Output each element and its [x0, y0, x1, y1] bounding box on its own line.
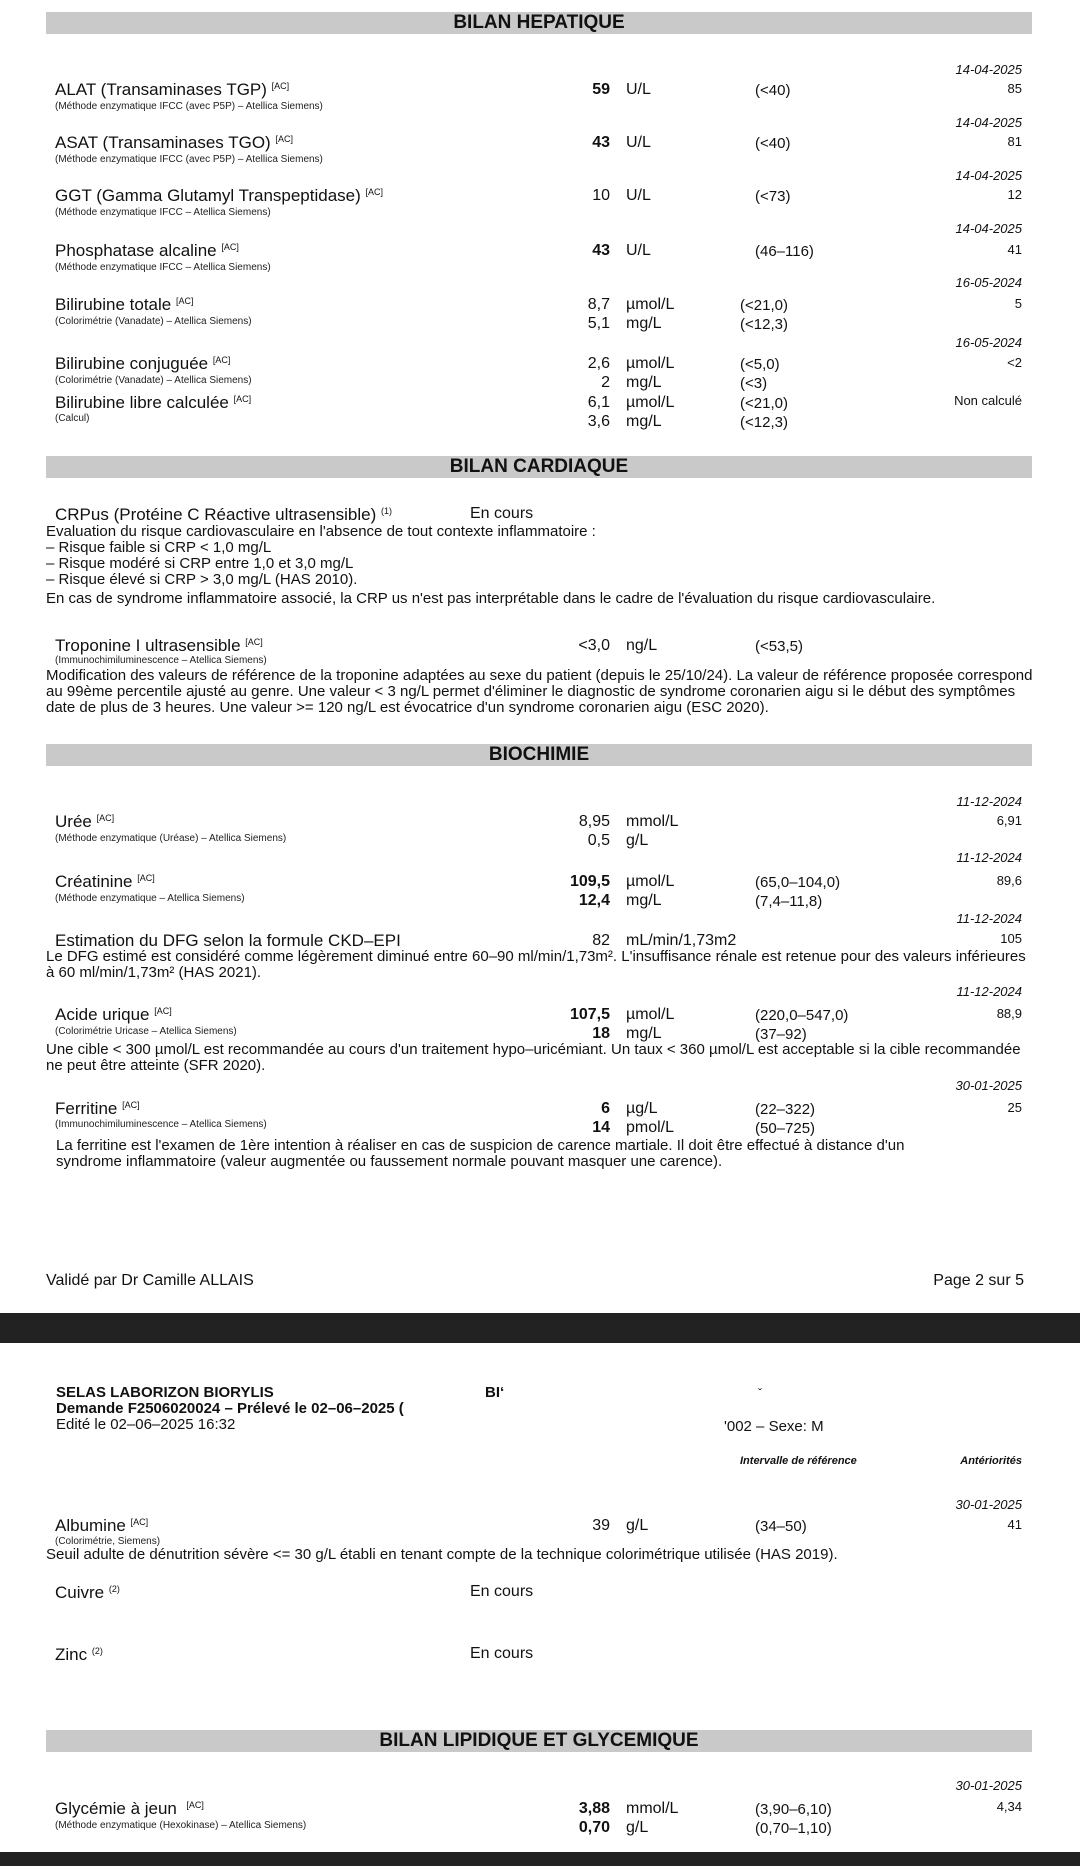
previous-value-ggt: 12: [1007, 187, 1022, 202]
unit-bilirubine-totale: µmol/L: [626, 296, 675, 313]
column-header-anteriorites: Antériorités: [960, 1455, 1022, 1467]
unit2-acide-urique: mg/L: [626, 1025, 662, 1042]
crp-note-line: – Risque faible si CRP < 1,0 mg/L: [46, 539, 272, 556]
previous-value-alat: 85: [1007, 81, 1022, 96]
method-creatinine: (Méthode enzymatique – Atellica Siemens): [55, 893, 245, 904]
demande-line: Demande F2506020024 – Prélevé le 02–06–2025 (: [56, 1400, 404, 1417]
crp-note-line: – Risque modéré si CRP entre 1,0 et 3,0 mg/L: [46, 555, 354, 572]
previous-value-acide-urique: 88,9: [996, 1006, 1022, 1021]
previous-date: 11-12-2024: [956, 850, 1022, 865]
test-name-pal: Phosphatase alcaline [AC]: [55, 241, 239, 260]
unit-dfg: mL/min/1,73m2: [626, 932, 737, 949]
unit2-uree: g/L: [626, 832, 649, 849]
value-acide-urique: 107,5: [569, 1006, 610, 1023]
test-name-albumine: Albumine [AC]: [55, 1516, 149, 1535]
unit-acide-urique: µmol/L: [626, 1006, 675, 1023]
page-number: Page 2 sur 5: [933, 1272, 1024, 1289]
method-alat: (Méthode enzymatique IFCC (avec P5P) – Atellica Siemens): [55, 101, 323, 112]
value-asat: 43: [592, 134, 610, 151]
value-creatinine: 109,5: [569, 873, 610, 890]
unit2-bilirubine-libre: mg/L: [626, 413, 662, 430]
test-name-cuivre: Cuivre $^{(2)}$: [55, 1583, 120, 1602]
page-separator: [0, 1313, 1080, 1343]
unit-creatinine: µmol/L: [626, 873, 675, 890]
method-bilirubine-libre: (Calcul): [55, 413, 90, 424]
test-name-asat: ASAT (Transaminases TGO) [AC]: [55, 133, 293, 152]
test-name-ferritine: Ferritine [AC]: [55, 1099, 140, 1118]
crp-note-line: – Risque élevé si CRP > 3,0 mg/L (HAS 2010).: [46, 571, 358, 588]
previous-date: 11-12-2024: [956, 984, 1022, 999]
column-header-ref: Intervalle de référence: [740, 1455, 857, 1467]
unit-troponine: ng/L: [626, 637, 658, 654]
unit-pal: U/L: [626, 242, 651, 259]
unit2-bilirubine-totale: mg/L: [626, 315, 662, 332]
ref-bilirubine-conjuguee: (<5,0): [740, 356, 780, 373]
patient-sexe: '002 – Sexe: M: [724, 1418, 824, 1435]
section-header-lipidique: BILAN LIPIDIQUE ET GLYCEMIQUE: [46, 1730, 1032, 1752]
value-bilirubine-libre: 6,1: [587, 394, 610, 411]
value2-bilirubine-libre: 3,6: [587, 413, 610, 430]
test-name-bilirubine-libre: Bilirubine libre calculée [AC]: [55, 393, 252, 412]
ref2-glycemie: (0,70–1,10): [755, 1820, 832, 1837]
section-header-cardiaque: BILAN CARDIAQUE: [46, 456, 1032, 478]
method-uree: (Méthode enzymatique (Uréase) – Atellica Siemens): [55, 833, 287, 844]
previous-date: 30-01-2025: [955, 1497, 1022, 1512]
previous-date: 16-05-2024: [955, 275, 1022, 290]
method-ggt: (Méthode enzymatique IFCC – Atellica Siemens): [55, 207, 271, 218]
section-header-hepatique: BILAN HEPATIQUE: [46, 12, 1032, 34]
previous-date: 11-12-2024: [956, 794, 1022, 809]
ref-ferritine: (22–322): [755, 1101, 816, 1118]
ref-troponine: (<53,5): [755, 638, 803, 655]
edite-line: Edité le 02–06–2025 16:32: [56, 1416, 236, 1433]
unit-glycemie: mmol/L: [626, 1800, 679, 1817]
value-glycemie: 3,88: [578, 1800, 610, 1817]
unit-asat: U/L: [626, 134, 651, 151]
previous-date: 30-01-2025: [955, 1778, 1022, 1793]
lab-name-fragment: BI‘: [485, 1384, 505, 1401]
previous-date: 30-01-2025: [955, 1078, 1022, 1093]
test-name-dfg: Estimation du DFG selon la formule CKD–EPI: [55, 931, 401, 950]
ref2-ferritine: (50–725): [755, 1120, 816, 1137]
value-bilirubine-conjuguee: 2,6: [587, 355, 610, 372]
ref-albumine: (34–50): [755, 1518, 807, 1535]
ref2-creatinine: (7,4–11,8): [755, 893, 823, 910]
crp-note-line: Evaluation du risque cardiovasculaire en l'absence de tout contexte inflammatoire :: [46, 523, 596, 540]
unit-ggt: U/L: [626, 187, 651, 204]
ref-pal: (46–116): [755, 243, 814, 260]
value2-uree: 0,5: [587, 832, 610, 849]
test-name-bilirubine-totale: Bilirubine totale [AC]: [55, 295, 194, 314]
unit-bilirubine-libre: µmol/L: [626, 394, 675, 411]
test-name-alat: ALAT (Transaminases TGP) [AC]: [55, 80, 290, 99]
test-name-ggt: GGT (Gamma Glutamyl Transpeptidase) [AC]: [55, 186, 384, 205]
ref-asat: (<40): [755, 135, 791, 152]
unit-albumine: g/L: [626, 1517, 649, 1534]
method-bilirubine-totale: (Colorimétrie (Vanadate) – Atellica Siemens): [55, 316, 252, 327]
test-name-creatinine: Créatinine [AC]: [55, 872, 155, 891]
previous-value-bilirubine-libre: Non calculé: [954, 393, 1022, 408]
value-zinc: En cours: [470, 1645, 534, 1662]
value2-bilirubine-conjuguee: 2: [601, 374, 610, 391]
dfg-note: Le DFG estimé est considéré comme légèrement diminué entre 60–90 ml/min/1,73m². L'insuffisance rénale est retenue pour des valeurs inférieures à 60 ml/min/1,73m² (HAS 2021).: [46, 948, 1026, 981]
ref2-acide-urique: (37–92): [755, 1026, 807, 1043]
value2-creatinine: 12,4: [578, 892, 610, 909]
ref-bilirubine-totale: (<21,0): [740, 297, 788, 314]
previous-date: 11-12-2024: [956, 911, 1022, 926]
previous-date: 14-04-2025: [955, 62, 1022, 77]
ref-alat: (<40): [755, 82, 791, 99]
previous-value-glycemie: 4,34: [996, 1799, 1022, 1814]
previous-date: 14-04-2025: [955, 168, 1022, 183]
test-name-bilirubine-conjuguee: Bilirubine conjuguée [AC]: [55, 354, 231, 373]
value2-acide-urique: 18: [592, 1025, 610, 1042]
unit-alat: U/L: [626, 81, 651, 98]
ferritine-note: La ferritine est l'examen de 1ère intention à réaliser en cas de suspicion de carence martiale. Il doit être effectué à distance d'un syndrome inflammatoire (valeur augmentée ou faussement normale pouvant masquer une carence).: [56, 1137, 905, 1170]
test-name-crpus: CRPus (Protéine C Réactive ultrasensible) $^{(1)}$: [55, 505, 392, 524]
previous-value-albumine: 41: [1007, 1517, 1022, 1532]
unit-bilirubine-conjuguee: µmol/L: [626, 355, 675, 372]
previous-value-ferritine: 25: [1007, 1100, 1022, 1115]
ref2-bilirubine-libre: (<12,3): [740, 414, 788, 431]
unit-uree: mmol/L: [626, 813, 679, 830]
value-uree: 8,95: [578, 813, 610, 830]
section-header-biochimie: BIOCHIMIE: [46, 744, 1032, 766]
ref-acide-urique: (220,0–547,0): [755, 1007, 849, 1024]
previous-value-asat: 81: [1007, 134, 1022, 149]
bottom-band: [0, 1852, 1080, 1866]
previous-value-creatinine: 89,6: [996, 873, 1022, 888]
crp-note-line: En cas de syndrome inflammatoire associé, la CRP us n'est pas interprétable dans le cadre de l'évaluation du risque cardiovasculaire.: [46, 590, 936, 607]
ref-bilirubine-libre: (<21,0): [740, 395, 788, 412]
previous-value-uree: 6,91: [996, 813, 1022, 828]
value-ferritine: 6: [601, 1100, 610, 1117]
previous-value-bilirubine-conjuguee: <2: [1007, 355, 1022, 370]
acide-urique-note: Une cible < 300 µmol/L est recommandée au cours d'un traitement hypo–uricémiant. Un taux < 360 µmol/L est acceptable si la cible recommandée ne peut être atteinte (SFR 2020).: [46, 1041, 1021, 1074]
ref-creatinine: (65,0–104,0): [755, 874, 841, 891]
value-bilirubine-totale: 8,7: [587, 296, 610, 313]
unit-ferritine: µg/L: [626, 1100, 658, 1117]
method-acide-urique: (Colorimétrie Uricase – Atellica Siemens): [55, 1026, 237, 1037]
value-pal: 43: [592, 242, 610, 259]
test-name-zinc: Zinc $^{(2)}$: [55, 1645, 103, 1664]
lab-name: SELAS LABORIZON BIORYLIS: [56, 1384, 274, 1401]
previous-value-pal: 41: [1007, 242, 1022, 257]
method-ferritine: (Immunochimiluminescence – Atellica Siemens): [55, 1119, 267, 1130]
value-alat: 59: [592, 81, 610, 98]
test-name-troponine: Troponine I ultrasensible [AC]: [55, 636, 263, 655]
value-troponine: <3,0: [578, 637, 610, 654]
method-albumine: (Colorimétrie, Siemens): [55, 1536, 161, 1547]
method-glycemie: (Méthode enzymatique (Hexokinase) – Atellica Siemens): [55, 1820, 307, 1831]
value-cuivre: En cours: [470, 1583, 534, 1600]
method-bilirubine-conjuguee: (Colorimétrie (Vanadate) – Atellica Siemens): [55, 375, 252, 386]
previous-value-bilirubine-totale: 5: [1014, 296, 1022, 311]
validated-by: Validé par Dr Camille ALLAIS: [46, 1272, 254, 1289]
unit2-ferritine: pmol/L: [626, 1119, 675, 1136]
ref2-bilirubine-conjuguee: (<3): [740, 375, 768, 392]
value-crpus: En cours: [470, 505, 534, 522]
previous-value-dfg: 105: [1000, 931, 1022, 946]
previous-date: 14-04-2025: [955, 221, 1022, 236]
value2-bilirubine-totale: 5,1: [587, 315, 610, 332]
method-pal: (Méthode enzymatique IFCC – Atellica Siemens): [55, 262, 271, 273]
previous-date: 16-05-2024: [955, 335, 1022, 350]
test-name-acide-urique: Acide urique [AC]: [55, 1005, 172, 1024]
ref-glycemie: (3,90–6,10): [755, 1801, 832, 1818]
unit2-bilirubine-conjuguee: mg/L: [626, 374, 662, 391]
ref-ggt: (<73): [755, 188, 791, 205]
unit2-creatinine: mg/L: [626, 892, 662, 909]
test-name-uree: Urée [AC]: [55, 812, 115, 831]
method-asat: (Méthode enzymatique IFCC (avec P5P) – Atellica Siemens): [55, 154, 323, 165]
fragment-mark: ˇ: [758, 1386, 762, 1400]
value2-ferritine: 14: [592, 1119, 610, 1136]
value-albumine: 39: [592, 1517, 610, 1534]
unit2-glycemie: g/L: [626, 1819, 649, 1836]
previous-date: 14-04-2025: [955, 115, 1022, 130]
albumine-note: Seuil adulte de dénutrition sévère <= 30 g/L établi en tenant compte de la technique colorimétrique utilisée (HAS 2019).: [46, 1546, 838, 1563]
troponine-note: Modification des valeurs de référence de la troponine adaptées au sexe du patient (depuis le 25/10/24). La valeur de référence proposée correspond au 99ème percentile ajusté au genre. Une valeur < 3 ng/L permet d'éliminer le diagnostic de syndrome coronarien aigu si le début des symptômes date de plus de 3 heures. Une valeur >= 120 ng/L est évocatrice d'un syndrome coronarien aigu (ESC 2020).: [46, 667, 1033, 716]
ref2-bilirubine-totale: (<12,3): [740, 316, 788, 333]
method-troponine: (Immunochimiluminescence – Atellica Siemens): [55, 655, 267, 666]
test-name-glycemie: Glycémie à jeun [AC]: [55, 1799, 204, 1818]
value2-glycemie: 0,70: [578, 1819, 610, 1836]
value-dfg: 82: [592, 932, 610, 949]
value-ggt: 10: [592, 187, 610, 204]
